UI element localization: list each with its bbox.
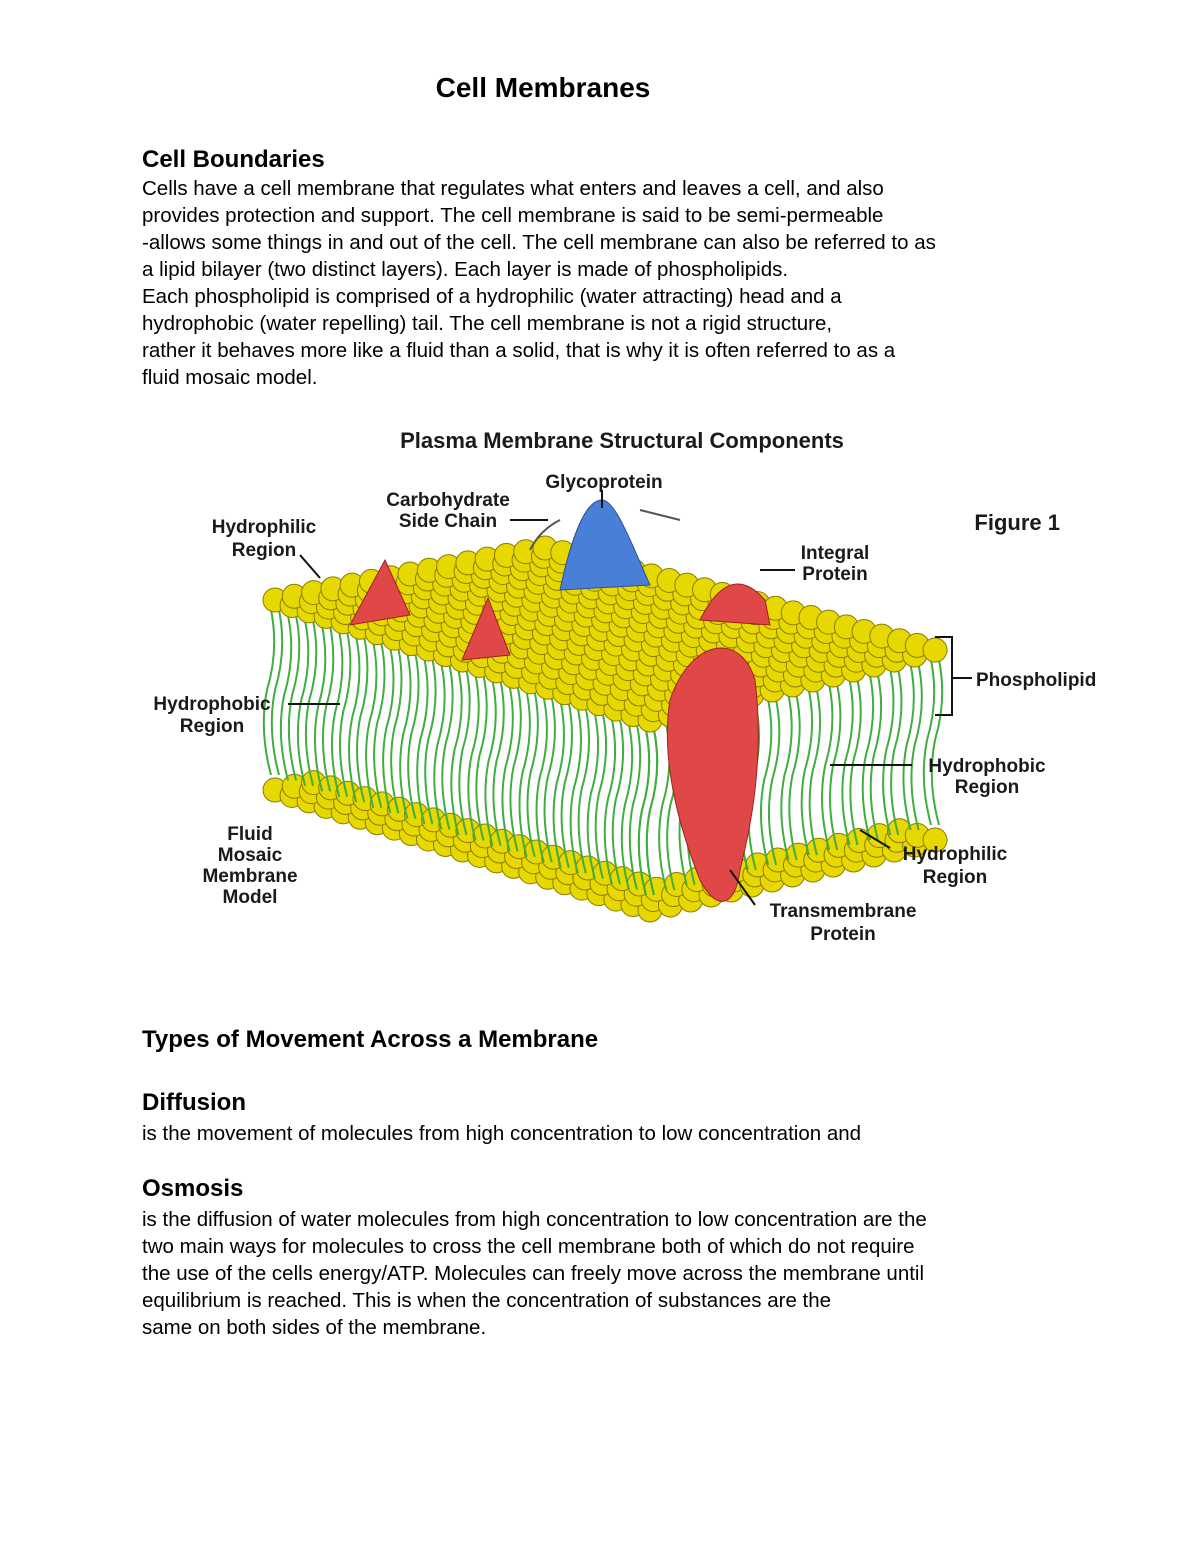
phospholipid-tail: [264, 610, 274, 775]
section-heading-cell-boundaries: Cell Boundaries: [142, 146, 325, 173]
figure-number: Figure 1: [974, 510, 1060, 535]
phospholipid-tail: [883, 670, 893, 835]
plasma-membrane-figure: [135, 415, 1135, 960]
label-fluid: Fluid: [227, 824, 273, 845]
phospholipid-tail: [781, 695, 791, 860]
label-hydrophilic-bottom: Hydrophilic: [902, 844, 1008, 865]
phospholipid-tail: [802, 690, 812, 855]
label-protein: Protein: [802, 564, 868, 585]
section-heading-movement: Types of Movement Across a Membrane: [142, 1026, 599, 1053]
label-carbohydrate: Carbohydrate: [386, 490, 510, 511]
heading-diffusion: Diffusion: [142, 1089, 246, 1116]
phospholipid-tail: [822, 685, 832, 850]
text-line: is the movement of molecules from high concentration to low concentration and: [142, 1122, 862, 1145]
label-phospholipid: Phospholipid: [976, 670, 1097, 691]
heading-osmosis: Osmosis: [142, 1175, 244, 1202]
diffusion-paragraph: [142, 1120, 861, 1147]
label-region: Region: [179, 716, 245, 737]
label-glycoprotein: Glycoprotein: [545, 472, 663, 493]
label-side-chain: Side Chain: [398, 511, 498, 532]
text-line: same on both sides of the membrane.: [142, 1316, 487, 1339]
phospholipid-tail: [863, 675, 873, 840]
label-mosaic: Mosaic: [217, 845, 283, 866]
text-line: provides protection and support. The cell membrane is said to be semi-permeable: [142, 204, 884, 227]
label-hydrophobic-right: Hydrophobic: [928, 756, 1046, 777]
glycoprotein: [560, 500, 650, 590]
text-line: is the diffusion of water molecules from high concentration to low concentration are the: [142, 1208, 927, 1231]
text-line: the use of the cells energy/ATP. Molecules can freely move across the membrane until: [142, 1262, 925, 1285]
text-line: equilibrium is reached. This is when the concentration of substances are the: [142, 1289, 832, 1312]
text-line: a lipid bilayer (two distinct layers). Each layer is made of phospholipids.: [142, 258, 789, 281]
phospholipid-tail: [903, 665, 913, 830]
phospholipid-tail: [761, 700, 771, 865]
label-hydrophobic-left: Hydrophobic: [153, 694, 271, 715]
phospholipid-tail: [842, 680, 852, 845]
text-line: hydrophobic (water repelling) tail. The cell membrane is not a rigid structure,: [142, 312, 833, 335]
text-line: rather it behaves more like a fluid than a solid, that is why it is often referred to as a: [142, 339, 896, 362]
figure-title: Plasma Membrane Structural Components: [400, 428, 844, 453]
label-region: Region: [231, 540, 297, 561]
text-line: -allows some things in and out of the cell. The cell membrane can also be referred to as: [142, 231, 936, 254]
text-line: fluid mosaic model.: [142, 366, 318, 389]
label-transmembrane: Transmembrane: [769, 901, 917, 922]
label-integral: Integral: [800, 543, 870, 564]
phospholipid-head-top: [923, 638, 947, 662]
cell-boundaries-paragraph: [142, 175, 936, 391]
label-region: Region: [922, 867, 988, 888]
text-line: two main ways for molecules to cross the cell membrane both of which do not require: [142, 1235, 915, 1258]
label-hydrophilic-top: Hydrophilic: [211, 517, 317, 538]
label-protein: Protein: [810, 924, 876, 945]
text-line: Cells have a cell membrane that regulates what enters and leaves a cell, and also: [142, 177, 884, 200]
page-title: Cell Membranes: [435, 72, 651, 103]
label-membrane: Membrane: [202, 866, 298, 887]
osmosis-paragraph: [142, 1206, 927, 1341]
label-region: Region: [954, 777, 1020, 798]
text-line: Each phospholipid is comprised of a hydrophilic (water attracting) head and a: [142, 285, 842, 308]
label-model: Model: [222, 887, 278, 908]
phospholipid-tail: [924, 660, 934, 825]
